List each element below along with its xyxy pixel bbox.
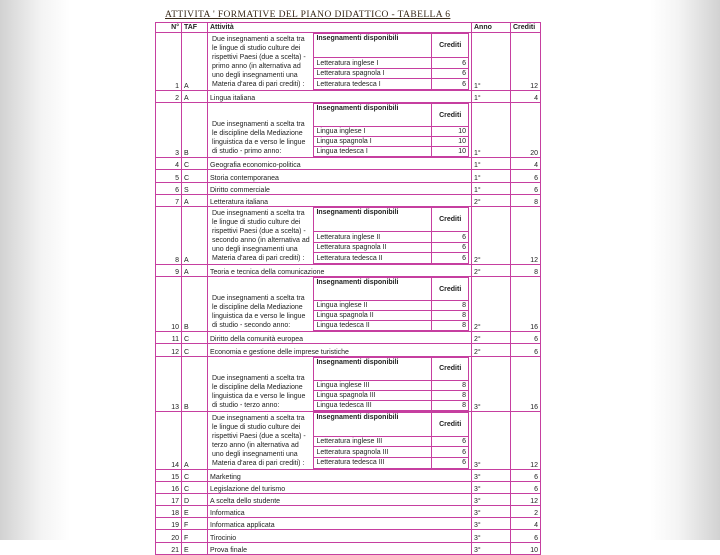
row-year: 3°	[472, 518, 511, 530]
row-credits: 12	[511, 206, 541, 264]
row-taf: A	[182, 264, 208, 276]
activity-description: Due insegnamenti a scelta tra le lingue di studio culture dei rispettivi Paesi (due a scelta) - terzo anno (in alternativa ad uno degli insegnamenti una Materia d'area di pari crediti) :	[212, 414, 306, 467]
row-credits: 4	[511, 158, 541, 170]
subtable-row	[314, 380, 469, 390]
row-number: 4	[156, 158, 182, 170]
subtable-header-teachings: Insegnamenti disponibili	[314, 104, 432, 127]
activity-name: Legislazione del turismo	[208, 481, 472, 493]
teaching-credits: 6	[432, 447, 469, 458]
row-number: 7	[156, 194, 182, 206]
activity-name: Diritto commerciale	[208, 182, 472, 194]
curriculum-table-body	[156, 23, 541, 555]
teaching-credits: 8	[432, 390, 469, 400]
teaching-credits: 6	[432, 436, 469, 447]
row-taf: E	[182, 542, 208, 554]
header-num: N°	[156, 23, 182, 33]
subtable-row	[314, 58, 469, 69]
table-row	[156, 264, 541, 276]
subtable-header-row	[314, 34, 469, 58]
activity-description: Due insegnamenti a scelta tra le discipline della Mediazione linguistica da e verso le lingue di studio - secondo anno:	[212, 295, 306, 330]
activity-name: Informatica	[208, 506, 472, 518]
teaching-name: Lingua spagnola II	[314, 311, 432, 321]
activity-group	[208, 206, 472, 264]
row-number: 9	[156, 264, 182, 276]
subtable-header-row	[314, 357, 469, 380]
table-row	[156, 518, 541, 530]
activity-name: Diritto della comunità europea	[208, 332, 472, 344]
row-credits: 6	[511, 182, 541, 194]
row-year: 2°	[472, 264, 511, 276]
table-row	[156, 194, 541, 206]
subtable-header-row	[314, 207, 469, 231]
row-taf: B	[182, 356, 208, 411]
activity-name: Marketing	[208, 469, 472, 481]
subtable-header-credits: Crediti	[432, 412, 469, 436]
activity-name: Lingua italiana	[208, 91, 472, 103]
subtable-header-teachings: Insegnamenti disponibili	[314, 357, 432, 380]
table-row	[156, 481, 541, 493]
teaching-name: Letteratura tedesca I	[314, 79, 432, 90]
row-credits: 6	[511, 469, 541, 481]
row-taf: A	[182, 194, 208, 206]
subtable-row	[314, 321, 469, 331]
table-row	[156, 33, 541, 91]
row-credits: 8	[511, 264, 541, 276]
subtable-row	[314, 147, 469, 157]
activity-group	[208, 356, 472, 411]
row-number: 19	[156, 518, 182, 530]
row-number: 21	[156, 542, 182, 554]
row-taf: C	[182, 332, 208, 344]
table-row	[156, 170, 541, 182]
page-title: ATTIVITA ' FORMATIVE DEL PIANO DIDATTICO - TABELLA 6	[165, 10, 451, 20]
row-credits: 2	[511, 506, 541, 518]
row-taf: B	[182, 277, 208, 332]
row-number: 5	[156, 170, 182, 182]
subtable-row	[314, 311, 469, 321]
table-row	[156, 332, 541, 344]
row-credits: 6	[511, 530, 541, 542]
activity-description: Due insegnamenti a scelta tra le discipline della Mediazione linguistica da e verso le lingue di studio - terzo anno:	[212, 374, 306, 409]
row-year: 2°	[472, 332, 511, 344]
subtable-row	[314, 137, 469, 147]
row-taf: C	[182, 158, 208, 170]
row-year: 3°	[472, 356, 511, 411]
teaching-credits: 8	[432, 301, 469, 311]
row-year: 1°	[472, 103, 511, 158]
teaching-credits: 10	[432, 127, 469, 137]
row-taf: A	[182, 206, 208, 264]
row-number: 15	[156, 469, 182, 481]
row-number: 14	[156, 411, 182, 469]
row-year: 1°	[472, 33, 511, 91]
teaching-name: Letteratura inglese III	[314, 436, 432, 447]
activity-name: Storia contemporanea	[208, 170, 472, 182]
subtable-header-row	[314, 412, 469, 436]
row-credits: 6	[511, 344, 541, 356]
table-row	[156, 530, 541, 542]
teaching-credits: 6	[432, 232, 469, 243]
row-year: 3°	[472, 481, 511, 493]
teachings-subtable	[313, 103, 469, 157]
subtable-row	[314, 436, 469, 447]
subtable-row	[314, 242, 469, 253]
activity-group	[208, 33, 472, 91]
row-year: 3°	[472, 542, 511, 554]
teachings-subtable	[313, 207, 469, 264]
activity-name: Economia e gestione delle imprese turistiche	[208, 344, 472, 356]
teaching-name: Letteratura tedesca III	[314, 457, 432, 468]
subtable-row	[314, 457, 469, 468]
row-taf: A	[182, 91, 208, 103]
row-taf: A	[182, 33, 208, 91]
subtable-row	[314, 400, 469, 410]
teaching-name: Lingua tedesca I	[314, 147, 432, 157]
table-row	[156, 411, 541, 469]
teaching-credits: 10	[432, 137, 469, 147]
teaching-credits: 10	[432, 147, 469, 157]
teachings-subtable	[313, 277, 469, 331]
subtable-header-credits: Crediti	[432, 278, 469, 301]
subtable-header-credits: Crediti	[432, 357, 469, 380]
subtable-row	[314, 232, 469, 243]
row-taf: C	[182, 344, 208, 356]
teaching-name: Letteratura spagnola III	[314, 447, 432, 458]
row-credits: 20	[511, 103, 541, 158]
activity-group	[208, 411, 472, 469]
row-taf: D	[182, 493, 208, 505]
header-activity: Attività	[208, 23, 472, 33]
curriculum-table	[155, 22, 541, 555]
right-shadow	[650, 0, 720, 540]
row-taf: B	[182, 103, 208, 158]
row-credits: 16	[511, 277, 541, 332]
row-year: 1°	[472, 170, 511, 182]
row-year: 1°	[472, 91, 511, 103]
row-year: 1°	[472, 158, 511, 170]
teaching-name: Letteratura inglese I	[314, 58, 432, 69]
row-year: 2°	[472, 194, 511, 206]
row-year: 2°	[472, 277, 511, 332]
activity-name: Tirocinio	[208, 530, 472, 542]
row-year: 3°	[472, 411, 511, 469]
table-row	[156, 506, 541, 518]
subtable-header-credits: Crediti	[432, 34, 469, 58]
subtable-header-row	[314, 278, 469, 301]
row-credits: 16	[511, 356, 541, 411]
teaching-credits: 8	[432, 321, 469, 331]
teaching-credits: 6	[432, 58, 469, 69]
activity-name: Geografia economico-politica	[208, 158, 472, 170]
activity-name: Prova finale	[208, 542, 472, 554]
table-header-row	[156, 23, 541, 33]
teaching-credits: 8	[432, 380, 469, 390]
row-number: 10	[156, 277, 182, 332]
row-year: 2°	[472, 344, 511, 356]
row-credits: 10	[511, 542, 541, 554]
teaching-credits: 6	[432, 68, 469, 79]
row-credits: 6	[511, 332, 541, 344]
table-row	[156, 469, 541, 481]
teaching-credits: 6	[432, 253, 469, 264]
activity-group	[208, 103, 472, 158]
subtable-header-teachings: Insegnamenti disponibili	[314, 34, 432, 58]
row-number: 16	[156, 481, 182, 493]
row-taf: A	[182, 411, 208, 469]
row-taf: F	[182, 518, 208, 530]
row-credits: 12	[511, 33, 541, 91]
row-year: 3°	[472, 469, 511, 481]
teaching-name: Lingua inglese III	[314, 380, 432, 390]
teachings-subtable	[313, 357, 469, 411]
row-taf: S	[182, 182, 208, 194]
row-number: 17	[156, 493, 182, 505]
activity-name: A scelta dello studente	[208, 493, 472, 505]
row-credits: 4	[511, 518, 541, 530]
activity-group	[208, 277, 472, 332]
row-credits: 12	[511, 411, 541, 469]
subtable-row	[314, 68, 469, 79]
teachings-subtable	[313, 412, 469, 469]
teaching-name: Letteratura tedesca II	[314, 253, 432, 264]
row-number: 1	[156, 33, 182, 91]
subtable-row	[314, 253, 469, 264]
table-row	[156, 206, 541, 264]
subtable-row	[314, 390, 469, 400]
row-number: 11	[156, 332, 182, 344]
row-year: 3°	[472, 530, 511, 542]
row-number: 20	[156, 530, 182, 542]
subtable-row	[314, 301, 469, 311]
subtable-row	[314, 79, 469, 90]
row-year: 3°	[472, 493, 511, 505]
row-year: 2°	[472, 206, 511, 264]
teaching-name: Lingua inglese II	[314, 301, 432, 311]
row-credits: 12	[511, 493, 541, 505]
activity-name: Informatica applicata	[208, 518, 472, 530]
table-row	[156, 277, 541, 332]
activity-name: Letteratura italiana	[208, 194, 472, 206]
row-number: 18	[156, 506, 182, 518]
row-credits: 6	[511, 170, 541, 182]
row-year: 1°	[472, 182, 511, 194]
teaching-name: Lingua tedesca II	[314, 321, 432, 331]
row-number: 12	[156, 344, 182, 356]
table-row	[156, 344, 541, 356]
header-taf: TAF	[182, 23, 208, 33]
row-number: 3	[156, 103, 182, 158]
teaching-name: Lingua spagnola III	[314, 390, 432, 400]
subtable-header-row	[314, 104, 469, 127]
header-year: Anno	[472, 23, 511, 33]
teaching-credits: 6	[432, 242, 469, 253]
teaching-name: Letteratura spagnola II	[314, 242, 432, 253]
row-taf: F	[182, 530, 208, 542]
activity-description: Due insegnamenti a scelta tra le lingue di studio culture dei rispettivi Paesi (due a scelta) - secondo anno (in alternativa ad uno degli insegnamenti una Materia d'area di pari crediti) :	[212, 209, 310, 262]
activity-description: Due insegnamenti a scelta tra le discipline della Mediazione linguistica da e verso le lingue di studio - primo anno:	[212, 121, 306, 156]
row-credits: 8	[511, 194, 541, 206]
table-row	[156, 158, 541, 170]
subtable-row	[314, 127, 469, 137]
table-row	[156, 356, 541, 411]
subtable-row	[314, 447, 469, 458]
teaching-credits: 8	[432, 311, 469, 321]
header-credits: Crediti	[511, 23, 541, 33]
row-number: 6	[156, 182, 182, 194]
teachings-subtable	[313, 33, 469, 90]
row-taf: E	[182, 506, 208, 518]
row-number: 13	[156, 356, 182, 411]
row-taf: C	[182, 170, 208, 182]
row-number: 8	[156, 206, 182, 264]
subtable-header-credits: Crediti	[432, 207, 469, 231]
teaching-name: Lingua spagnola I	[314, 137, 432, 147]
activity-name: Teoria e tecnica della comunicazione	[208, 264, 472, 276]
row-taf: C	[182, 469, 208, 481]
teaching-name: Lingua inglese I	[314, 127, 432, 137]
teaching-credits: 8	[432, 400, 469, 410]
teaching-name: Lingua tedesca III	[314, 400, 432, 410]
table-row	[156, 182, 541, 194]
subtable-header-credits: Crediti	[432, 104, 469, 127]
teaching-credits: 6	[432, 79, 469, 90]
row-credits: 4	[511, 91, 541, 103]
table-row	[156, 493, 541, 505]
subtable-header-teachings: Insegnamenti disponibili	[314, 278, 432, 301]
table-row	[156, 91, 541, 103]
left-shadow	[0, 0, 70, 540]
row-credits: 6	[511, 481, 541, 493]
row-taf: C	[182, 481, 208, 493]
row-year: 3°	[472, 506, 511, 518]
row-number: 2	[156, 91, 182, 103]
subtable-header-teachings: Insegnamenti disponibili	[314, 207, 432, 231]
subtable-header-teachings: Insegnamenti disponibili	[314, 412, 432, 436]
activity-description: Due insegnamenti a scelta tra le lingue di studio culture dei rispettivi Paesi (due a scelta) - primo anno (in alternativa ad uno degli insegnamenti una Materia d'area di pari crediti) :	[212, 36, 306, 88]
teaching-credits: 6	[432, 457, 469, 468]
teaching-name: Letteratura inglese II	[314, 232, 432, 243]
teaching-name: Letteratura spagnola I	[314, 68, 432, 79]
table-row	[156, 103, 541, 158]
table-row	[156, 542, 541, 554]
